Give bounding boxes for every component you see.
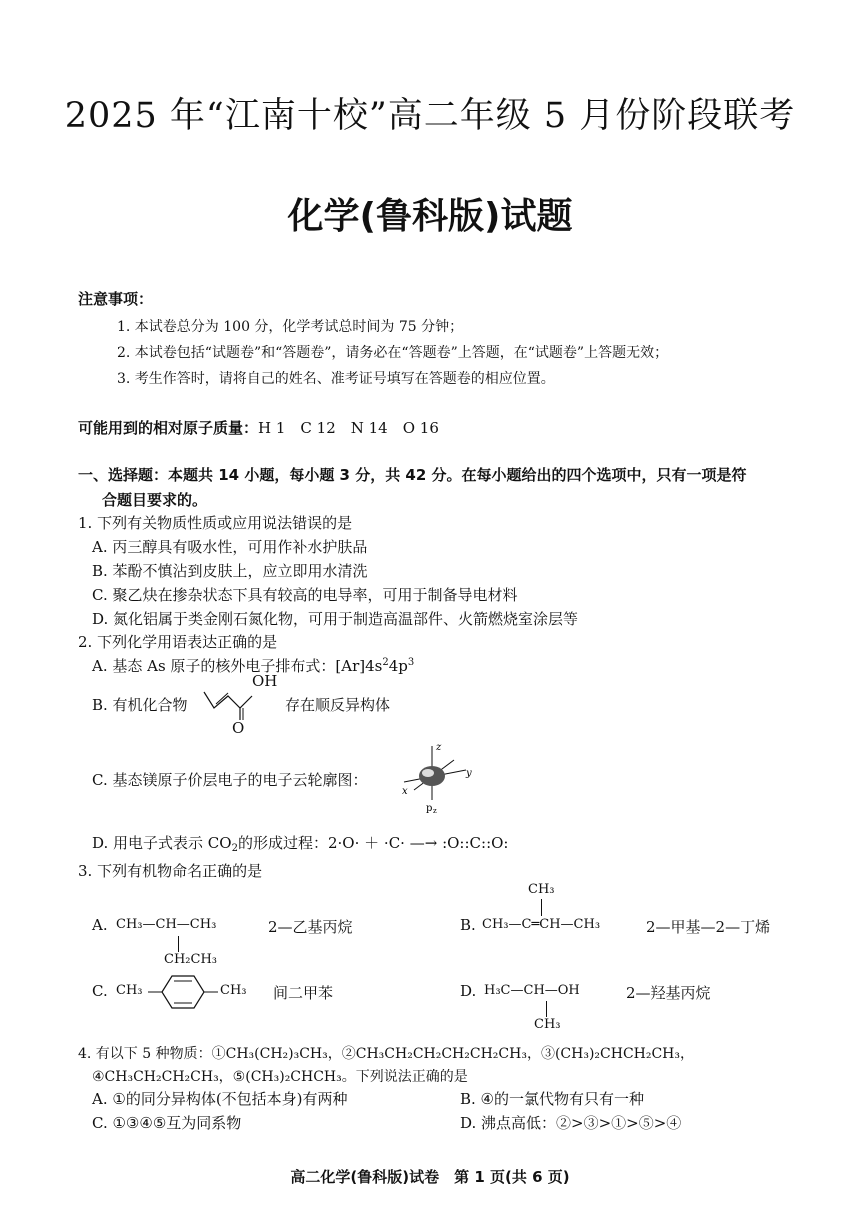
- q3-a-bond: [178, 936, 179, 952]
- exam-subtitle: 化学(鲁科版)试题: [287, 196, 573, 237]
- q3-stem: 3. 下列有机物命名正确的是: [78, 862, 263, 880]
- notice-item-3: 3. 考生作答时，请将自己的姓名、准考证号填写在答题卷的相应位置。: [117, 371, 555, 387]
- q3-c-name: 间二甲苯: [273, 984, 334, 1002]
- q4-stem-line1: 4. 有以下 5 种物质：①CH₃(CH₂)₃CH₃，②CH₃CH₂CH₂CH₂CH₂CH₃，③(CH₃)₂CHCH₂CH₃，: [78, 1046, 695, 1062]
- notice-heading: 注意事项：: [78, 290, 154, 308]
- q1-option-c: C. 聚乙炔在掺杂状态下具有较高的电导率，可用于制备导电材料: [92, 586, 518, 604]
- q3-c-label: C.: [92, 982, 108, 1000]
- q3-b-bond: [541, 899, 542, 916]
- q3-c-benzene-ring: [148, 972, 220, 1012]
- q3-d-main: H₃C—CH—OH: [484, 983, 580, 998]
- q2-d-sub: 2: [231, 843, 238, 854]
- notice-item-2: 2. 本试卷包括“试题卷”和“答题卷”，请务必在“答题卷”上答题，在“试题卷”上答题无效；: [117, 345, 669, 361]
- q2-d-text2: 的形成过程：2·: [237, 834, 343, 852]
- q3-b-name: 2—甲基—2—丁烯: [646, 918, 771, 936]
- q3-b-label: B.: [460, 916, 476, 934]
- q3-a-label: A.: [92, 916, 108, 934]
- q4-option-d: D. 沸点高低：②>③>①>⑤>④: [460, 1114, 682, 1132]
- atomic-mass-values: H 1 C 12 N 14 O 16: [258, 419, 439, 437]
- section1-instruction-line2: 合题目要求的。: [102, 491, 208, 509]
- q2-d-o-atom: O: [342, 834, 355, 852]
- atomic-mass-line: [78, 417, 439, 438]
- q3-a-name: 2—乙基丙烷: [268, 918, 353, 936]
- q3-d-branch: CH₃: [534, 1017, 561, 1032]
- page-footer: 高二化学(鲁科版)试卷 第 1 页(共 6 页): [290, 1168, 570, 1186]
- q1-option-d: D. 氮化铝属于类金刚石氮化物，可用于制造高温部件、火箭燃烧室涂层等: [92, 610, 579, 628]
- q2-b-o-label: O: [232, 719, 245, 737]
- q3-c-left: CH₃: [116, 983, 143, 998]
- q3-a-main: CH₃—CH—CH₃: [116, 917, 217, 932]
- q1-option-b: B. 苯酚不慎沾到皮肤上，应立即用水清洗: [92, 562, 368, 580]
- q2-a-s-exp: 2: [382, 657, 389, 668]
- q3-d-name: 2—羟基丙烷: [626, 984, 711, 1002]
- q4-option-b: B. ④的一氯代物有只有一种: [460, 1090, 645, 1108]
- q1-stem: 1. 下列有关物质性质或应用说法错误的是: [78, 514, 353, 532]
- q2-c-y-axis: y: [466, 768, 472, 779]
- q2-a-text: A. 基态 As 原子的核外电子排布式：[Ar]4s: [92, 657, 383, 675]
- q4-option-a: A. ①的同分异构体(不包括本身)有两种: [92, 1090, 348, 1108]
- q2-c-x-axis: x: [402, 786, 408, 797]
- q2-d-arrow: —→: [409, 834, 438, 852]
- q3-b-top: CH₃: [528, 882, 555, 897]
- q2-c-pz-label: p: [426, 803, 433, 814]
- q3-d-bond: [546, 1001, 547, 1017]
- q2-option-d: D. 用电子式表示 $CO_2$的形成过程：2·O· ＋ ·C· —→ :O::C::O:: [92, 834, 509, 854]
- q2-c-pz-sub: z: [433, 807, 437, 814]
- q2-b-structure: [200, 688, 270, 722]
- q2-d-plus: ＋: [364, 834, 380, 852]
- notice-item-1: 1. 本试卷总分为 100 分，化学考试总时间为 75 分钟；: [117, 319, 464, 335]
- q3-b-main: CH₃—C═CH—CH₃: [482, 917, 601, 932]
- q2-stem: 2. 下列化学用语表达正确的是: [78, 633, 278, 651]
- atomic-mass-label: 可能用到的相对原子质量：: [78, 419, 259, 437]
- q2-a-p: 4p: [388, 657, 408, 675]
- q2-b-oh-label: OH: [252, 672, 278, 690]
- q4-stem-line2: ④CH₃CH₂CH₂CH₃，⑤(CH₃)₂CHCH₃。下列说法正确的是: [92, 1069, 468, 1085]
- q2-option-b-prefix: B. 有机化合物: [92, 696, 188, 714]
- q1-option-a: A. 丙三醇具有吸水性，可用作补水护肤品: [92, 538, 368, 556]
- q2-a-p-exp: 3: [407, 657, 415, 668]
- q2-d-c-atom: C: [388, 834, 401, 852]
- q2-option-c-text: C. 基态镁原子价层电子的电子云轮廓图：: [92, 771, 368, 789]
- q3-d-label: D.: [460, 982, 477, 1000]
- q2-c-orbital-figure: [394, 738, 476, 814]
- q4-option-c: C. ①③④⑤互为同系物: [92, 1114, 242, 1132]
- q2-d-result: :O::C::O:: [442, 834, 509, 852]
- exam-title: 2025 年“江南十校”高二年级 5 月份阶段联考: [64, 96, 796, 136]
- q2-d-text: D. 用电子式表示 CO: [92, 834, 232, 852]
- q2-c-z-axis: z: [436, 742, 442, 753]
- q3-c-right: CH₃: [220, 983, 247, 998]
- q2-option-b-suffix: 存在顺反异构体: [285, 696, 391, 714]
- q3-a-branch: CH₂CH₃: [164, 952, 217, 967]
- section1-instruction-line1: 一、选择题：本题共 14 小题，每小题 3 分，共 42 分。在每小题给出的四个选项中，只有一项是符: [78, 466, 747, 484]
